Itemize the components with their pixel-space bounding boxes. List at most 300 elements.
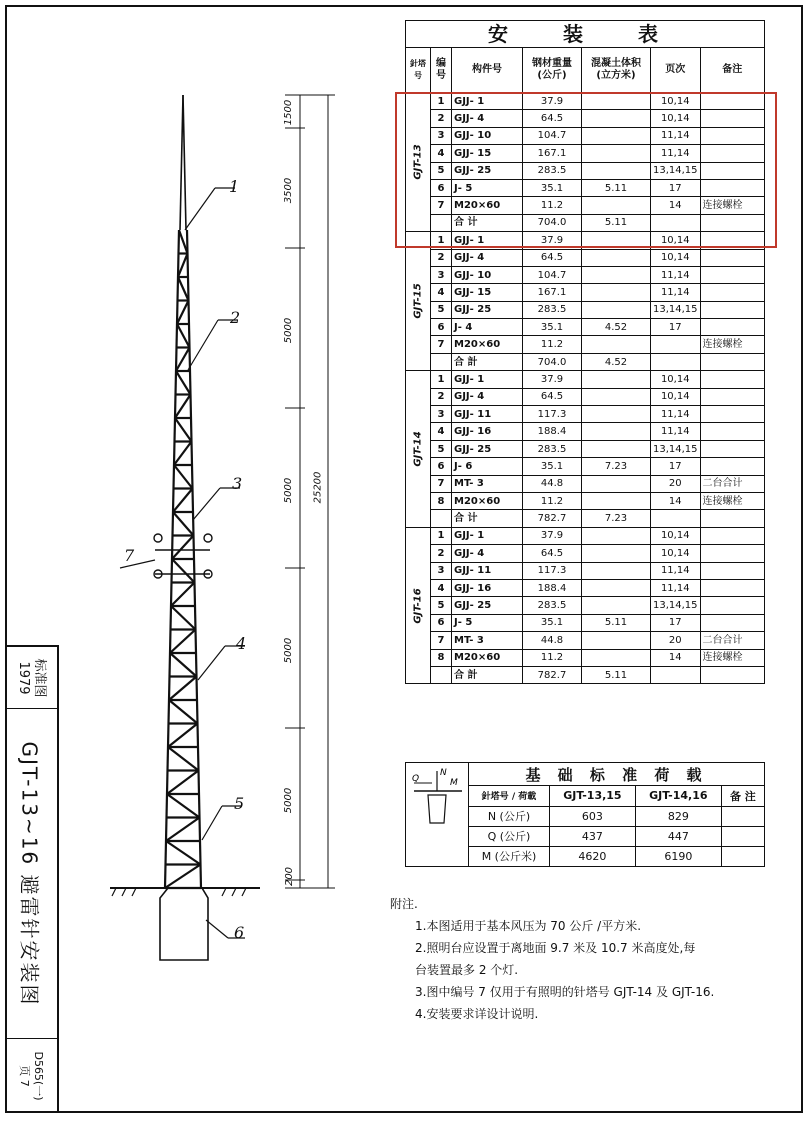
drawing-title: GJT-13~16 避雷针安装图 xyxy=(17,740,42,1007)
install-cell: 5 xyxy=(431,440,452,457)
install-cell: 117.3 xyxy=(523,562,582,579)
install-cell: 连接螺栓 xyxy=(700,492,764,509)
notes xyxy=(390,893,795,1025)
load-row-header: 荷載 xyxy=(518,792,537,803)
install-cell: 283.5 xyxy=(523,301,582,318)
install-cell: 13,14,15 xyxy=(651,440,701,457)
lattice-member xyxy=(175,418,192,442)
install-cell: 11,14 xyxy=(651,145,701,162)
note-item: 台装置最多 2 个灯. xyxy=(415,963,519,977)
install-cell xyxy=(700,545,764,562)
lattice-member xyxy=(175,395,191,419)
install-cell: 5.11 xyxy=(582,179,651,196)
install-cell xyxy=(582,597,651,614)
install-cell xyxy=(700,301,764,318)
note-item: 4.安装要求详设计说明. xyxy=(415,1007,539,1021)
install-cell: 64.5 xyxy=(523,249,582,266)
install-cell: 二台合计 xyxy=(700,475,764,492)
install-cell xyxy=(700,406,764,423)
install-cell xyxy=(700,266,764,283)
install-cell: 13,14,15 xyxy=(651,162,701,179)
install-cell: GJJ- 1 xyxy=(452,527,523,544)
install-table-title: 安 装 表 xyxy=(406,21,765,48)
install-cell xyxy=(700,510,764,527)
install-cell: 64.5 xyxy=(523,110,582,127)
std-label: 标准图 xyxy=(32,657,47,698)
install-cell: GJJ- 15 xyxy=(452,145,523,162)
install-cell xyxy=(651,336,701,353)
load-cell: 603 xyxy=(549,806,635,826)
install-cell xyxy=(582,301,651,318)
lattice-member xyxy=(176,371,191,395)
lattice-member xyxy=(165,865,201,889)
year: 1979 xyxy=(16,660,31,695)
install-cell: 44.8 xyxy=(523,632,582,649)
install-cell xyxy=(700,458,764,475)
install-cell: 283.5 xyxy=(523,440,582,457)
install-cell: 782.7 xyxy=(523,666,582,683)
page-label: 页 xyxy=(18,1065,31,1077)
install-row xyxy=(406,423,765,440)
foundation xyxy=(160,888,208,960)
install-cell: 35.1 xyxy=(523,614,582,631)
lattice-member xyxy=(174,465,193,489)
load-cell: 6190 xyxy=(635,846,721,866)
drawing-code: D565(一) xyxy=(32,1051,45,1101)
install-cell: MT- 3 xyxy=(452,632,523,649)
install-row xyxy=(406,597,765,614)
notes-heading: 附注. xyxy=(390,897,418,911)
lattice-member xyxy=(169,700,198,724)
install-cell: 连接螺栓 xyxy=(700,336,764,353)
install-cell: 5 xyxy=(431,162,452,179)
install-cell: GJJ- 10 xyxy=(452,127,523,144)
install-cell: 11,14 xyxy=(651,423,701,440)
callout-1: 1 xyxy=(229,177,240,196)
hdr-concrete: 混凝土体积(立方米) xyxy=(582,48,651,93)
sym-m: M xyxy=(450,778,458,788)
install-cell: 44.8 xyxy=(523,475,582,492)
install-cell: 11,14 xyxy=(651,284,701,301)
install-cell: 1 xyxy=(431,232,452,249)
install-cell: 11,14 xyxy=(651,266,701,283)
install-row xyxy=(406,510,765,527)
install-cell: 2 xyxy=(431,110,452,127)
install-cell: GJJ- 25 xyxy=(452,162,523,179)
load-col-2: GJT-14,16 xyxy=(635,786,721,806)
lattice-member xyxy=(173,489,193,513)
group-name: GJT-14 xyxy=(412,431,424,467)
install-cell: 283.5 xyxy=(523,162,582,179)
install-cell: 2 xyxy=(431,249,452,266)
callout-6: 6 xyxy=(234,923,245,942)
install-cell: 782.7 xyxy=(523,510,582,527)
install-cell: 7 xyxy=(431,197,452,214)
install-cell xyxy=(700,614,764,631)
install-cell: 10,14 xyxy=(651,527,701,544)
lattice-member xyxy=(169,677,197,701)
install-cell: 6 xyxy=(431,458,452,475)
install-cell: M20×60 xyxy=(452,649,523,666)
install-cell: 11,14 xyxy=(651,579,701,596)
install-cell: GJJ- 1 xyxy=(452,371,523,388)
title-block xyxy=(5,645,59,1113)
install-cell: 6 xyxy=(431,614,452,631)
install-cell: 37.9 xyxy=(523,527,582,544)
ground-hatch xyxy=(112,888,246,896)
install-cell: MT- 3 xyxy=(452,475,523,492)
install-cell xyxy=(582,406,651,423)
install-cell xyxy=(582,336,651,353)
install-cell: 704.0 xyxy=(523,353,582,370)
install-cell: 1 xyxy=(431,527,452,544)
install-cell: J- 6 xyxy=(452,458,523,475)
load-row-label: M (公斤米) xyxy=(469,846,550,866)
install-row xyxy=(406,632,765,649)
install-cell: 5.11 xyxy=(582,214,651,231)
lattice-member xyxy=(171,606,196,630)
callout-3: 3 xyxy=(232,474,243,493)
group-name: GJT-13 xyxy=(412,144,424,180)
mast-tip xyxy=(180,95,183,230)
install-cell: 20 xyxy=(651,632,701,649)
install-row xyxy=(406,579,765,596)
install-cell: GJJ- 25 xyxy=(452,440,523,457)
install-cell xyxy=(700,579,764,596)
install-cell: 35.1 xyxy=(523,319,582,336)
install-cell: 3 xyxy=(431,406,452,423)
install-cell xyxy=(651,353,701,370)
hdr-part: 构件号 xyxy=(452,48,523,93)
install-row xyxy=(406,614,765,631)
lattice-member xyxy=(176,348,190,372)
install-cell: 17 xyxy=(651,319,701,336)
install-cell: 35.1 xyxy=(523,458,582,475)
lattice-member xyxy=(171,583,195,607)
install-row xyxy=(406,301,765,318)
install-cell: 37.9 xyxy=(523,232,582,249)
install-cell: 4 xyxy=(431,579,452,596)
install-cell: 104.7 xyxy=(523,266,582,283)
load-cell: 437 xyxy=(549,826,635,846)
install-cell: 188.4 xyxy=(523,423,582,440)
install-cell: 11,14 xyxy=(651,562,701,579)
install-cell: 17 xyxy=(651,614,701,631)
install-cell: 283.5 xyxy=(523,597,582,614)
install-cell xyxy=(700,666,764,683)
sym-q: Q xyxy=(412,774,420,784)
callout-7: 7 xyxy=(124,546,135,565)
install-cell: 11.2 xyxy=(523,492,582,509)
lattice-member xyxy=(166,841,201,865)
install-cell: 合 計 xyxy=(452,353,523,370)
install-cell: 3 xyxy=(431,562,452,579)
install-cell xyxy=(582,579,651,596)
load-col-1: GJT-13,15 xyxy=(549,786,635,806)
install-cell: 11,14 xyxy=(651,406,701,423)
install-cell: GJJ- 4 xyxy=(452,249,523,266)
install-row xyxy=(406,371,765,388)
hdr-remark: 备注 xyxy=(700,48,764,93)
note-item: 2.照明台应设置于离地面 9.7 米及 10.7 米高度处,每 xyxy=(415,941,696,955)
install-cell: 7 xyxy=(431,632,452,649)
install-cell: 104.7 xyxy=(523,127,582,144)
install-cell: 4 xyxy=(431,284,452,301)
hdr-group: 針塔号 xyxy=(406,48,431,93)
install-cell: 1 xyxy=(431,93,452,110)
install-row xyxy=(406,388,765,405)
install-cell: 704.0 xyxy=(523,214,582,231)
install-cell: 1 xyxy=(431,371,452,388)
foundation-load-sketch xyxy=(406,763,468,863)
group-name: GJT-16 xyxy=(412,587,424,624)
install-cell: 8 xyxy=(431,492,452,509)
load-cell: 4620 xyxy=(549,846,635,866)
highlight-box xyxy=(395,92,777,248)
install-cell: 14 xyxy=(651,197,701,214)
sym-n: N xyxy=(440,768,447,778)
install-row xyxy=(406,249,765,266)
install-cell: 11.2 xyxy=(523,336,582,353)
install-cell xyxy=(700,597,764,614)
dim-5000-b: 5000 xyxy=(283,477,295,504)
install-cell: GJJ- 25 xyxy=(452,597,523,614)
install-cell: 4.52 xyxy=(582,353,651,370)
install-cell xyxy=(700,562,764,579)
install-cell: 188.4 xyxy=(523,579,582,596)
install-cell: 10,14 xyxy=(651,249,701,266)
install-cell: GJJ- 10 xyxy=(452,266,523,283)
install-cell: 37.9 xyxy=(523,93,582,110)
install-cell xyxy=(582,284,651,301)
install-cell xyxy=(582,475,651,492)
lattice-member xyxy=(174,442,192,466)
callout-4: 4 xyxy=(236,634,247,653)
install-cell: 4 xyxy=(431,423,452,440)
dim-total: 25200 xyxy=(312,471,324,504)
install-cell: 6 xyxy=(431,179,452,196)
load-remark: 备 注 xyxy=(721,786,764,806)
install-cell xyxy=(700,371,764,388)
install-row xyxy=(406,319,765,336)
install-cell: 13,14,15 xyxy=(651,597,701,614)
dim-1500: 1500 xyxy=(283,99,295,126)
install-cell: 14 xyxy=(651,492,701,509)
note-item: 3.图中编号 7 仅用于有照明的针塔号 GJT-14 及 GJT-16. xyxy=(415,985,715,999)
install-cell xyxy=(700,440,764,457)
install-cell: 2 xyxy=(431,388,452,405)
install-cell: 6 xyxy=(431,319,452,336)
install-cell: 7.23 xyxy=(582,458,651,475)
lattice-member xyxy=(167,794,200,818)
install-cell xyxy=(700,284,764,301)
install-cell: 7 xyxy=(431,336,452,353)
install-row xyxy=(406,492,765,509)
lattice-member xyxy=(170,653,197,677)
install-cell: 10,14 xyxy=(651,232,701,249)
install-cell: 2 xyxy=(431,545,452,562)
install-cell: M20×60 xyxy=(452,197,523,214)
lattice-member xyxy=(172,536,194,560)
install-cell: 64.5 xyxy=(523,388,582,405)
foundation-load-table: Q N M 基 础 标 准 荷 载 針塔号 / 荷載 GJT-13,15 GJT-14,16 备 注 N (公斤) 603 829 Q (公斤) 437 447 M (公斤米) 4620 6190 xyxy=(405,762,765,867)
install-cell xyxy=(651,666,701,683)
install-cell xyxy=(431,353,452,370)
install-cell xyxy=(582,440,651,457)
lattice-member xyxy=(177,324,190,348)
dim-5000-d: 5000 xyxy=(283,787,295,814)
install-cell: GJJ- 4 xyxy=(452,388,523,405)
install-cell: 37.9 xyxy=(523,371,582,388)
install-cell: GJJ- 1 xyxy=(452,232,523,249)
install-cell: 35.1 xyxy=(523,179,582,196)
install-cell: 14 xyxy=(651,649,701,666)
install-cell: GJJ- 4 xyxy=(452,110,523,127)
install-cell: 17 xyxy=(651,458,701,475)
install-cell xyxy=(582,545,651,562)
install-cell: 13,14,15 xyxy=(651,301,701,318)
install-cell xyxy=(582,266,651,283)
install-cell: 8 xyxy=(431,649,452,666)
page-number: 7 xyxy=(18,1079,31,1087)
lattice-member xyxy=(178,277,189,301)
install-cell: GJJ- 11 xyxy=(452,562,523,579)
install-cell: 117.3 xyxy=(523,406,582,423)
install-cell xyxy=(582,388,651,405)
install-cell: M20×60 xyxy=(452,492,523,509)
install-cell xyxy=(651,510,701,527)
lattice-member xyxy=(168,724,198,748)
lattice-member xyxy=(167,771,199,795)
install-cell: GJJ- 1 xyxy=(452,93,523,110)
install-cell xyxy=(431,510,452,527)
install-row xyxy=(406,545,765,562)
install-cell: 合 計 xyxy=(452,666,523,683)
install-cell: 合 计 xyxy=(452,510,523,527)
load-row-label: Q (公斤) xyxy=(469,826,550,846)
install-cell: GJJ- 4 xyxy=(452,545,523,562)
dim-3500: 3500 xyxy=(283,177,295,204)
install-cell: 10,14 xyxy=(651,110,701,127)
install-row xyxy=(406,458,765,475)
install-cell xyxy=(700,527,764,544)
lattice-member xyxy=(177,301,189,325)
install-cell: 64.5 xyxy=(523,545,582,562)
install-cell: 5 xyxy=(431,597,452,614)
install-cell: 合 计 xyxy=(452,214,523,231)
install-cell: 10,14 xyxy=(651,93,701,110)
install-cell xyxy=(431,666,452,683)
install-cell: 连接螺栓 xyxy=(700,649,764,666)
install-cell: 连接螺栓 xyxy=(700,197,764,214)
install-cell: GJJ- 16 xyxy=(452,423,523,440)
load-table-title: 基 础 标 准 荷 载 xyxy=(469,763,765,786)
install-cell: 5.11 xyxy=(582,614,651,631)
install-cell: 3 xyxy=(431,266,452,283)
install-cell: GJJ- 15 xyxy=(452,284,523,301)
install-cell: 17 xyxy=(651,179,701,196)
dim-200: 200 xyxy=(284,866,296,887)
install-row xyxy=(406,336,765,353)
install-cell xyxy=(700,388,764,405)
load-cell: 447 xyxy=(635,826,721,846)
install-cell xyxy=(700,423,764,440)
install-cell: M20×60 xyxy=(452,336,523,353)
install-cell: 4.52 xyxy=(582,319,651,336)
install-cell: 167.1 xyxy=(523,284,582,301)
install-row xyxy=(406,527,765,544)
load-diagram xyxy=(406,763,469,867)
install-cell xyxy=(582,649,651,666)
note-item: 1.本图适用于基本风压为 70 公斤 /平方米. xyxy=(415,919,642,933)
install-cell: 11,14 xyxy=(651,127,701,144)
install-cell xyxy=(700,249,764,266)
install-row xyxy=(406,649,765,666)
install-cell: 10,14 xyxy=(651,545,701,562)
install-cell: GJJ- 16 xyxy=(452,579,523,596)
install-cell: 3 xyxy=(431,127,452,144)
install-row xyxy=(406,353,765,370)
install-cell xyxy=(582,492,651,509)
install-cell xyxy=(582,527,651,544)
install-cell xyxy=(582,562,651,579)
install-cell: 10,14 xyxy=(651,388,701,405)
load-row-label: N (公斤) xyxy=(469,806,550,826)
install-cell: 11.2 xyxy=(523,197,582,214)
install-cell: 5 xyxy=(431,301,452,318)
install-row xyxy=(406,440,765,457)
install-cell: J- 4 xyxy=(452,319,523,336)
install-row xyxy=(406,475,765,492)
install-cell: 7.23 xyxy=(582,510,651,527)
load-cell: 829 xyxy=(635,806,721,826)
install-cell: J- 5 xyxy=(452,179,523,196)
group-name: GJT-15 xyxy=(412,283,424,319)
install-row xyxy=(406,284,765,301)
install-cell: J- 5 xyxy=(452,614,523,631)
hdr-no: 编号 xyxy=(431,48,452,93)
install-cell xyxy=(582,249,651,266)
install-cell xyxy=(582,423,651,440)
callout-2: 2 xyxy=(230,308,241,327)
dim-5000-c: 5000 xyxy=(283,637,295,664)
install-cell: 4 xyxy=(431,145,452,162)
lattice-member xyxy=(170,630,196,654)
lattice-body xyxy=(165,230,201,888)
install-row xyxy=(406,666,765,683)
install-row xyxy=(406,562,765,579)
load-col-header: 針塔号 xyxy=(481,792,509,803)
install-cell xyxy=(700,353,764,370)
lattice-member xyxy=(172,559,195,583)
install-cell: GJJ- 25 xyxy=(452,301,523,318)
hdr-page: 页次 xyxy=(651,48,701,93)
install-cell: GJJ- 11 xyxy=(452,406,523,423)
install-cell: 11.2 xyxy=(523,649,582,666)
install-row xyxy=(406,406,765,423)
hdr-steel: 钢材重量(公斤) xyxy=(523,48,582,93)
lattice-member xyxy=(173,512,194,536)
install-cell: 167.1 xyxy=(523,145,582,162)
install-cell: 10,14 xyxy=(651,371,701,388)
install-cell xyxy=(582,371,651,388)
install-cell: 7 xyxy=(431,475,452,492)
install-cell: 5.11 xyxy=(582,666,651,683)
install-cell xyxy=(582,632,651,649)
install-cell: 二台合计 xyxy=(700,632,764,649)
lattice-member xyxy=(168,747,199,771)
lattice-member xyxy=(166,818,200,842)
